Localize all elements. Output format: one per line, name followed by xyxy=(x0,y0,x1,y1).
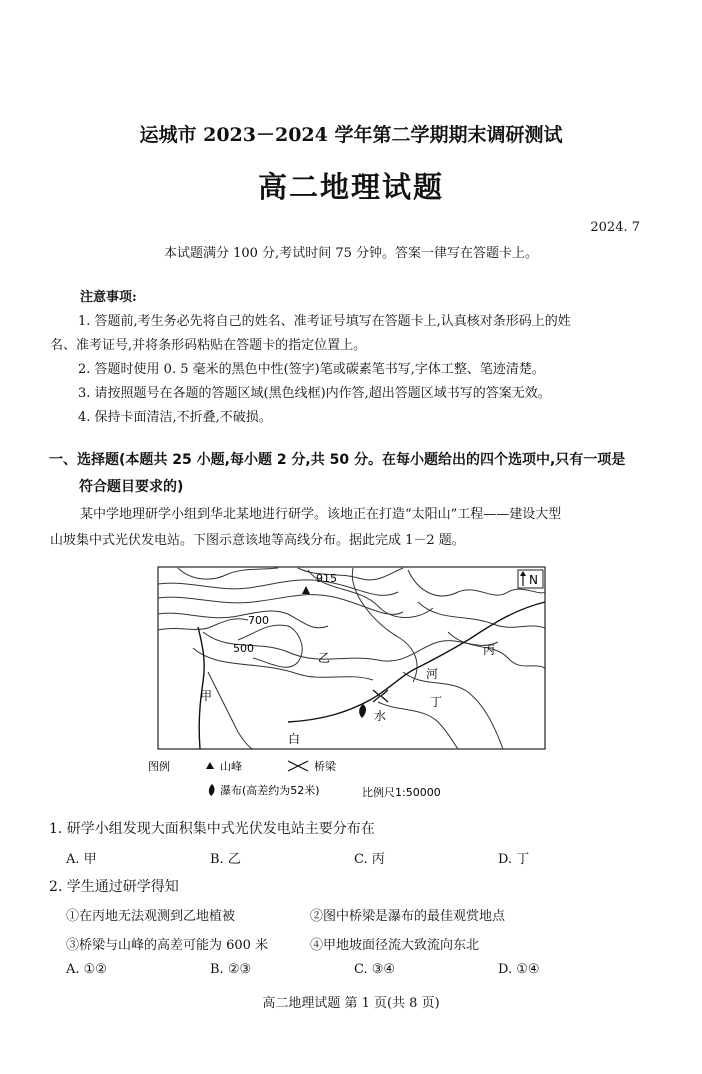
q1-option-a: A. 甲 xyxy=(66,852,97,867)
q2-option-b: B. ②③ xyxy=(210,962,252,977)
exam-date: 2024. 7 xyxy=(590,220,640,235)
q2-option-c: C. ③④ xyxy=(354,962,396,977)
map-label-ding: 丁 xyxy=(430,695,443,709)
notice-item: 1. 答题前,考生务必先将自己的姓名、准考证号填写在答题卡上,认真核对条形码上的姓 xyxy=(78,314,571,329)
section-heading-cont: 符合题目要求的) xyxy=(79,479,184,495)
subject-title: 高二地理试题 xyxy=(257,170,444,204)
notice-item: 名、准考证号,并将条形码粘贴在答题卡的指定位置上。 xyxy=(50,338,367,353)
map-label-bai: 白 xyxy=(288,732,301,746)
contour-label-700: 700 xyxy=(248,614,269,627)
q1-option-b: B. 乙 xyxy=(210,852,241,867)
legend-peak: 山峰 xyxy=(220,760,242,773)
map-label-he: 河 xyxy=(426,667,439,681)
legend-title: 图例 xyxy=(148,760,170,773)
peak-elevation: 915 xyxy=(316,572,337,585)
contour-map xyxy=(148,562,558,808)
section-heading: 一、选择题(本题共 25 小题,每小题 2 分,共 50 分。在每小题给出的四个选项中,只有一项是 xyxy=(49,452,626,468)
q2-option-a: A. ①② xyxy=(66,962,107,977)
q2-statement-2: ②图中桥梁是瀑布的最佳观赏地点 xyxy=(310,909,506,924)
map-scale: 比例尺1:50000 xyxy=(362,786,441,799)
exam-title: 运城市 2023－2024 学年第二学期期末调研测试 xyxy=(139,124,563,146)
question-2-stem: 2. 学生通过研学得知 xyxy=(49,879,179,895)
legend-waterfall: 瀑布(高差约为52米) xyxy=(220,784,320,797)
q2-statement-4: ④甲地坡面径流大致流向东北 xyxy=(310,938,480,953)
notice-item: 3. 请按照题号在各题的答题区域(黑色线框)内作答,超出答题区域书写的答案无效。 xyxy=(78,386,551,401)
intro-text: 某中学地理研学小组到华北某地进行研学。该地正在打造“太阳山”工程——建设大型 xyxy=(80,507,562,522)
page-footer: 高二地理试题 第 1 页(共 8 页) xyxy=(262,996,440,1011)
waterfall-icon xyxy=(209,784,215,796)
exam-note: 本试题满分 100 分,考试时间 75 分钟。答案一律写在答题卡上。 xyxy=(163,246,539,261)
notice-item: 2. 答题时使用 0. 5 毫米的黑色中性(签字)笔或碳素笔书写,字体工整、笔迹清楚。 xyxy=(78,362,545,377)
map-label-yi: 乙 xyxy=(318,651,331,665)
map-legend xyxy=(148,759,441,799)
map-label-shui: 水 xyxy=(374,709,387,723)
q2-statement-3: ③桥梁与山峰的高差可能为 600 米 xyxy=(66,938,269,953)
notice-item: 4. 保持卡面清洁,不折叠,不破损。 xyxy=(78,410,272,425)
q1-option-d: D. 丁 xyxy=(498,852,530,867)
north-label: N xyxy=(529,573,538,587)
notice-title: 注意事项: xyxy=(80,290,137,305)
bridge-icon xyxy=(288,761,308,771)
contour-label-500: 500 xyxy=(233,642,254,655)
question-1-stem: 1. 研学小组发现大面积集中式光伏发电站主要分布在 xyxy=(49,821,375,837)
q2-statement-1: ①在丙地无法观测到乙地植被 xyxy=(66,909,236,924)
peak-icon xyxy=(206,762,214,769)
intro-text: 山坡集中式光伏发电站。下图示意该地等高线分布。据此完成 1－2 题。 xyxy=(50,533,465,548)
map-label-bing: 丙 xyxy=(483,643,496,657)
legend-bridge: 桥梁 xyxy=(314,760,336,773)
q2-option-d: D. ①④ xyxy=(498,962,540,977)
map-label-jia: 甲 xyxy=(200,689,213,703)
q1-option-c: C. 丙 xyxy=(354,852,385,867)
